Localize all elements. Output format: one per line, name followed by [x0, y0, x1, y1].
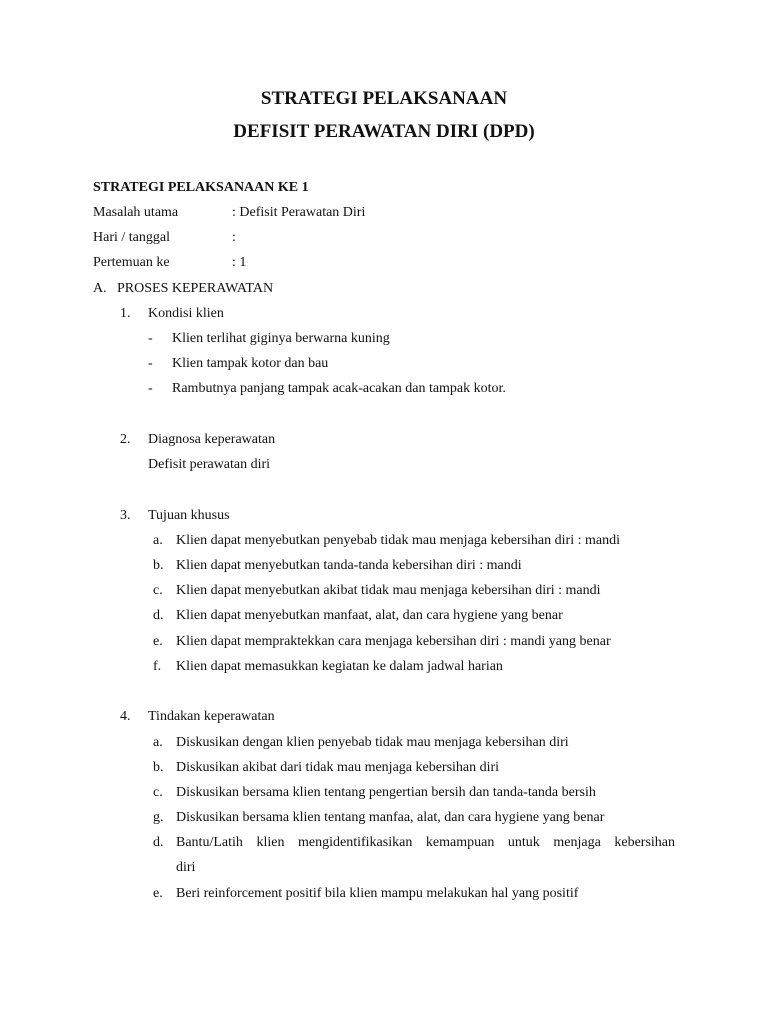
bullet-marker: - — [148, 331, 153, 346]
masalah-label: Masalah utama — [93, 205, 179, 220]
list-marker: e. — [153, 886, 163, 901]
list-item: Klien dapat memasukkan kegiatan ke dalam jadwal harian — [176, 659, 503, 674]
item-3-number: 3. — [120, 508, 131, 523]
list-marker: d. — [153, 835, 164, 850]
list-item: Beri reinforcement positif bila klien mampu melakukan hal yang positif — [176, 886, 579, 901]
pertemuan-value: : 1 — [232, 255, 247, 270]
list-item: Diskusikan akibat dari tidak mau menjaga kebersihan diri — [176, 760, 500, 775]
section-a-marker: A. — [93, 281, 107, 296]
document-subtitle: DEFISIT PERAWATAN DIRI (DPD) — [233, 121, 535, 142]
list-marker: e. — [153, 634, 163, 649]
document-title: STRATEGI PELAKSANAAN — [260, 88, 508, 109]
list-item: Klien dapat menyebutkan tanda-tanda kebersihan diri : mandi — [176, 558, 522, 573]
hari-label: Hari / tanggal — [93, 230, 170, 245]
item-2-body: Defisit perawatan diri — [148, 457, 271, 472]
list-item: Klien tampak kotor dan bau — [172, 356, 329, 371]
list-item: Rambutnya panjang tampak acak-acakan dan tampak kotor. — [172, 381, 506, 396]
list-marker: c. — [153, 583, 163, 598]
item-2-title: Diagnosa keperawatan — [148, 432, 276, 447]
list-item: Diskusikan bersama klien tentang manfaa, alat, dan cara hygiene yang benar — [176, 810, 605, 825]
item-1-title: Kondisi klien — [148, 306, 224, 321]
masalah-value: : Defisit Perawatan Diri — [232, 205, 366, 220]
list-item: Klien dapat menyebutkan penyebab tidak mau menjaga kebersihan diri : mandi — [176, 533, 620, 548]
list-item: Klien dapat menyebutkan manfaat, alat, dan cara hygiene yang benar — [176, 608, 563, 623]
list-marker: a. — [153, 735, 163, 750]
item-2-number: 2. — [120, 432, 131, 447]
hari-value: : — [232, 230, 236, 245]
list-marker: a. — [153, 533, 163, 548]
bullet-marker: - — [148, 356, 153, 371]
list-marker: b. — [153, 760, 164, 775]
list-marker: b. — [153, 558, 164, 573]
item-4-title: Tindakan keperawatan — [148, 709, 275, 724]
list-marker: c. — [153, 785, 163, 800]
list-item-continuation: diri — [176, 860, 196, 875]
section-a-title: PROSES KEPERAWATAN — [117, 281, 274, 296]
list-item: Klien dapat menyebutkan akibat tidak mau menjaga kebersihan diri : mandi — [176, 583, 601, 598]
list-item: Diskusikan bersama klien tentang pengertian bersih dan tanda-tanda bersih — [176, 785, 596, 800]
list-item: Klien terlihat giginya berwarna kuning — [172, 331, 390, 346]
list-item: Bantu/Latih klien mengidentifikasikan kemampuan untuk menjaga kebersihan — [176, 835, 675, 850]
list-item: Klien dapat mempraktekkan cara menjaga kebersihan diri : mandi yang benar — [176, 634, 611, 649]
list-item: Diskusikan dengan klien penyebab tidak mau menjaga kebersihan diri — [176, 735, 569, 750]
list-marker: g. — [153, 810, 164, 825]
list-marker: d. — [153, 608, 164, 623]
section-heading: STRATEGI PELAKSANAAN KE 1 — [93, 180, 309, 195]
item-4-number: 4. — [120, 709, 131, 724]
pertemuan-label: Pertemuan ke — [93, 255, 170, 270]
item-3-title: Tujuan khusus — [148, 508, 230, 523]
bullet-marker: - — [148, 381, 153, 396]
item-1-number: 1. — [120, 306, 131, 321]
list-marker: f. — [153, 659, 162, 674]
